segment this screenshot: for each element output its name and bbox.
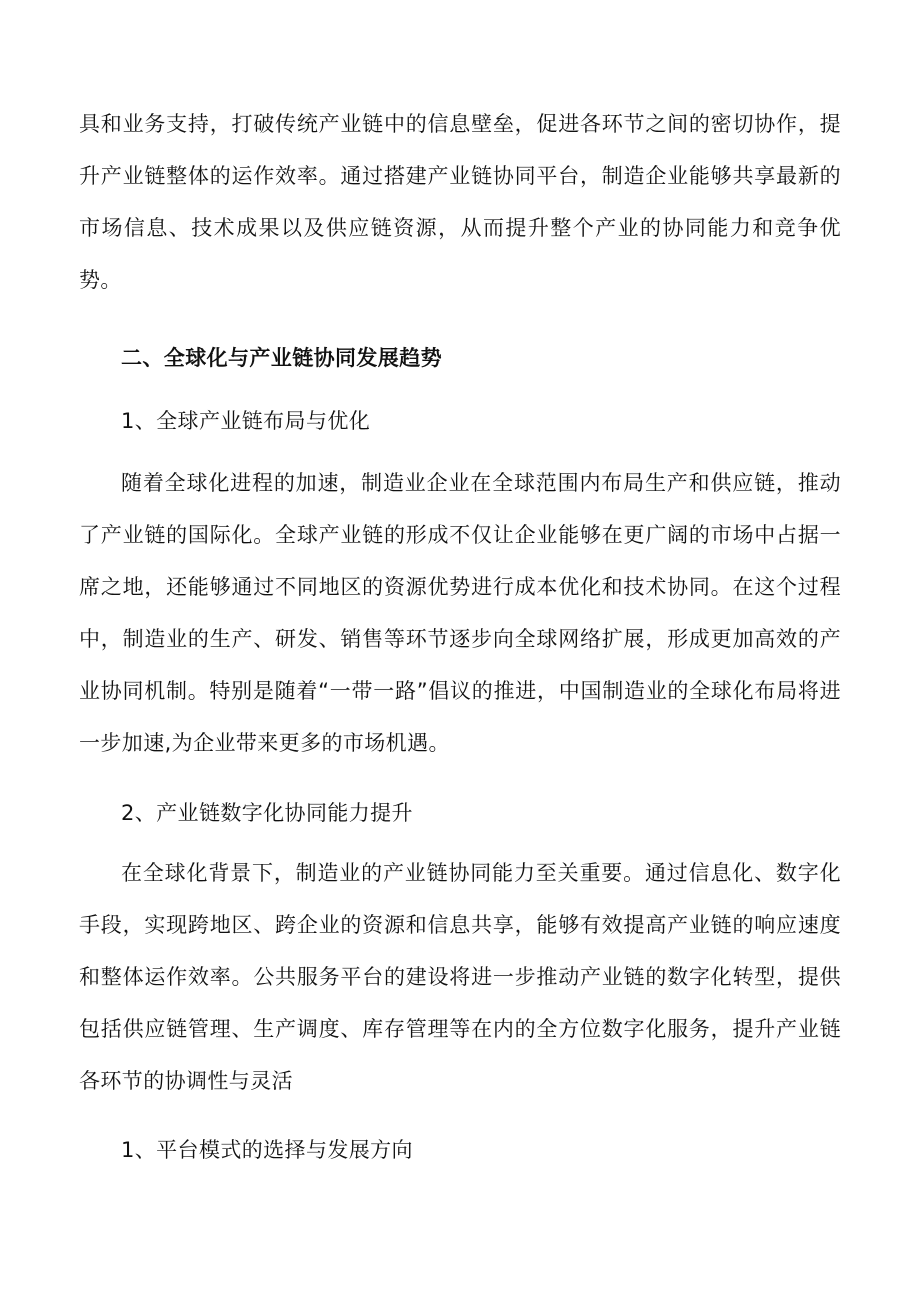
subsection-heading-3: 1、平台模式的选择与发展方向	[121, 1138, 413, 1162]
subsection-heading-2: 2、产业链数字化协同能力提升	[121, 801, 413, 825]
paragraph-continuation: 具和业务支持，打破传统产业链中的信息壁垒，促进各环节之间的密切协作，提升产业链整体的运作效率。通过搭建产业链协同平台，制造企业能够共享最新的市场信息、技术成果以及供应链资源，从而提升整个产业的协同能力和竞争优势。	[79, 112, 841, 292]
paragraph-global-layout: 随着全球化进程的加速，制造业企业在全球范围内布局生产和供应链，推动了产业链的国际化。全球产业链的形成不仅让企业能够在更广阔的市场中占据一席之地，还能够通过不同地区的资源优势进行成本优化和技术协同。在这个过程中，制造业的生产、研发、销售等环节逐步向全球网络扩展，形成更加高效的产业协同机制。特别是随着“一带一路”倡议的推进，中国制造业的全球化布局将进一步加速,为企业带来更多的市场机遇。	[79, 471, 841, 755]
paragraph-digital-collaboration: 在全球化背景下，制造业的产业链协同能力至关重要。通过信息化、数字化手段，实现跨地区、跨企业的资源和信息共享，能够有效提高产业链的响应速度和整体运作效率。公共服务平台的建设将进一步推动产业链的数字化转型，提供包括供应链管理、生产调度、库存管理等在内的全方位数字化服务，提升产业链各环节的协调性与灵活	[79, 861, 841, 1093]
section-heading: 二、全球化与产业链协同发展趋势	[121, 346, 442, 370]
subsection-heading-1: 1、全球产业链布局与优化	[121, 409, 371, 433]
